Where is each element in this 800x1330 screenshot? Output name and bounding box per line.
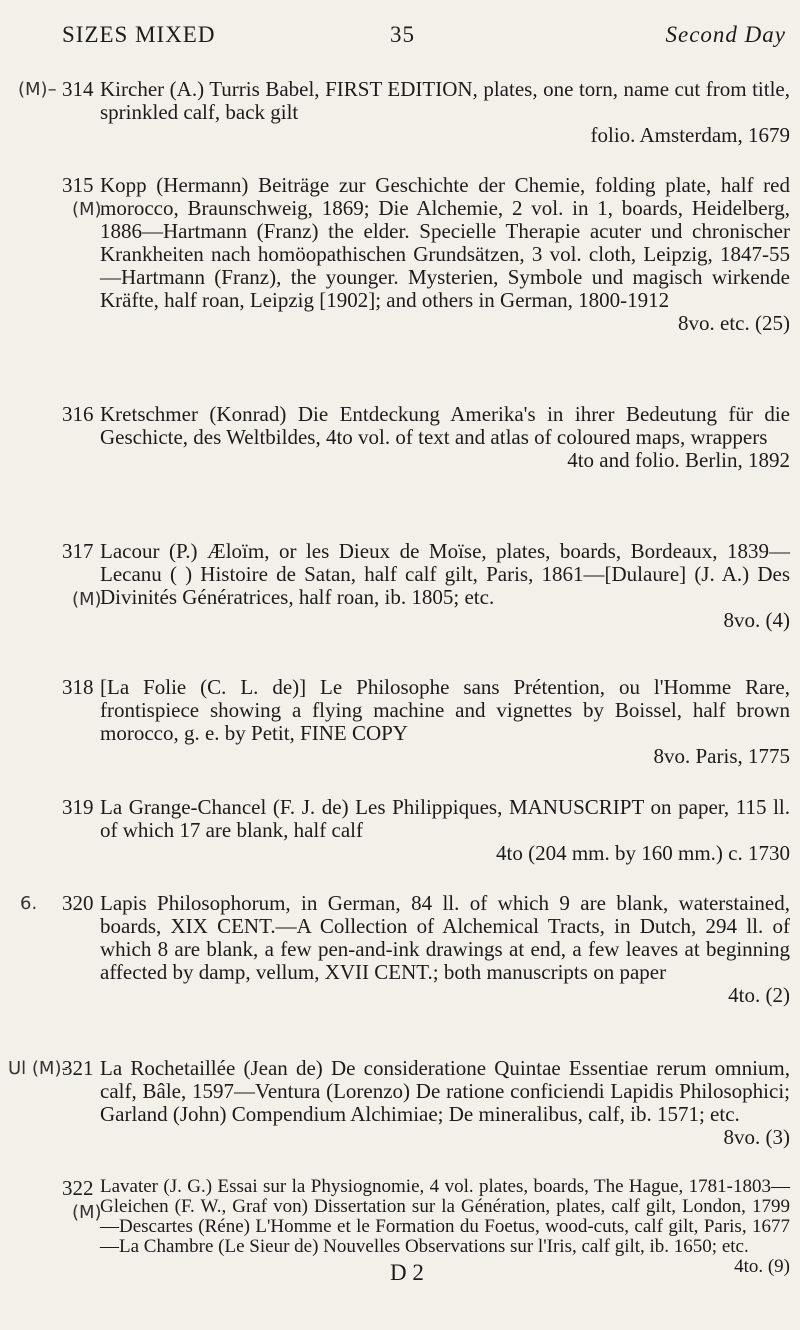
lot-format: 4to (204 mm. by 160 mm.) c. 1730: [496, 841, 790, 865]
lot-number: 321: [62, 1056, 94, 1080]
lot-description: [100, 78, 790, 147]
margin-annotation: Ul (M)-: [8, 1058, 68, 1079]
lot-text: [La Folie (C. L. de)] Le Philosophe sans Prétention, ou l'Homme Rare, frontispiece showing a flying machine and vignettes by Boissel, half brown morocco, g. e. by Petit, FINE COPY: [100, 675, 790, 745]
margin-annotation: 6.: [20, 893, 38, 914]
lot-number: 317: [62, 539, 94, 563]
margin-annotation: (M): [72, 1202, 102, 1223]
lot-format: 8vo. Paris, 1775: [653, 744, 790, 768]
lot-number: 319: [62, 795, 94, 819]
lot-number: 316: [62, 402, 94, 426]
lot-number: 320: [62, 891, 94, 915]
lot-description: [100, 174, 790, 335]
margin-annotation: (M): [72, 199, 102, 220]
lot-format: folio. Amsterdam, 1679: [590, 123, 790, 147]
lot-description: [100, 540, 790, 632]
lot-description: [100, 796, 790, 865]
lot-text: Kopp (Hermann) Beiträge zur Geschichte der Chemie, folding plate, half red morocco, Braunschweig, 1869; Die Alchemie, 2 vol. in 1, boards, Heidelberg, 1886—Hartmann (Franz) the elder. Specielle Therapie acuter und chronischer Krankheiten nach homöopathischen Grundsätzen, 3 vol. cloth, Leipzig, 1847-55—Hartmann (Franz), the younger. Mysterien, Symbole und magisch wirkende Kräfte, half roan, Leipzig [1902]; and others in German, 1800-1912: [100, 173, 790, 312]
lot-text: Lavater (J. G.) Essai sur la Physiognomie, 4 vol. plates, boards, The Hague, 1781-1803—Gleichen (F. W., Graf von) Dissertation sur la Génération, plates, calf gilt, London, 1799—Descartes (Réne) L'Homme et le Formation du Foetus, wood-cuts, calf gilt, Paris, 1677—La Chambre (Le Sieur de) Nouvelles Observations sur l'Iris, calf gilt, ib. 1650; etc.: [100, 1176, 790, 1257]
page-number: 35: [390, 22, 415, 47]
lot-number: 318: [62, 675, 94, 699]
lot-format: 8vo. (4): [723, 608, 790, 632]
header-left: SIZES MIXED: [62, 22, 216, 47]
lot-description: [100, 1057, 790, 1149]
lot-format: 8vo. etc. (25): [678, 311, 790, 335]
lot-format: 4to. (9): [734, 1256, 790, 1277]
lot-number: 322: [62, 1176, 94, 1200]
signature-mark: D 2: [390, 1260, 424, 1285]
lot-format: 8vo. (3): [723, 1125, 790, 1149]
lot-description: [100, 403, 790, 472]
lot-format: 4to. (2): [728, 983, 790, 1007]
lot-description: [100, 1177, 790, 1277]
lot-text: Lacour (P.) Æloïm, or les Dieux de Moïse, plates, boards, Bordeaux, 1839—Lecanu ( ) Histoire de Satan, half calf gilt, Paris, 1861—[Dulaure] (J. A.) Des Divinités Génératrices, half roan, ib. 1805; etc.: [100, 539, 790, 609]
header-right: Second Day: [665, 22, 786, 47]
lot-number: 315: [62, 173, 94, 197]
lot-text: Kircher (A.) Turris Babel, FIRST EDITION, plates, one torn, name cut from title, sprinkled calf, back gilt: [100, 77, 790, 124]
margin-annotation: (M)–: [18, 79, 57, 100]
lot-text: La Rochetaillée (Jean de) De consideratione Quintae Essentiae rerum omnium, calf, Bâle, 1597—Ventura (Lorenzo) De ratione conficiendi Lapidis Philosophici; Garland (John) Compendium Alchimiae; De mineralibus, calf, ib. 1571; etc.: [100, 1056, 790, 1126]
lot-text: La Grange-Chancel (F. J. de) Les Philippiques, MANUSCRIPT on paper, 115 ll. of which 17 are blank, half calf: [100, 795, 790, 842]
lot-description: [100, 676, 790, 768]
lot-description: [100, 892, 790, 1007]
lot-text: Lapis Philosophorum, in German, 84 ll. of which 9 are blank, waterstained, boards, XIX CENT.—A Collection of Alchemical Tracts, in Dutch, 294 ll. of which 8 are blank, a few pen-and-ink drawings at end, a few leaves at beginning affected by damp, vellum, XVII CENT.; both manuscripts on paper: [100, 891, 790, 984]
lot-text: Kretschmer (Konrad) Die Entdeckung Amerika's in ihrer Bedeutung für die Geschicte, des Weltbildes, 4to vol. of text and atlas of coloured maps, wrappers: [100, 402, 790, 449]
lot-format: 4to and folio. Berlin, 1892: [567, 448, 790, 472]
page-header: [62, 12, 786, 52]
lot-number: 314: [62, 77, 94, 101]
margin-annotation: (M): [72, 589, 102, 610]
